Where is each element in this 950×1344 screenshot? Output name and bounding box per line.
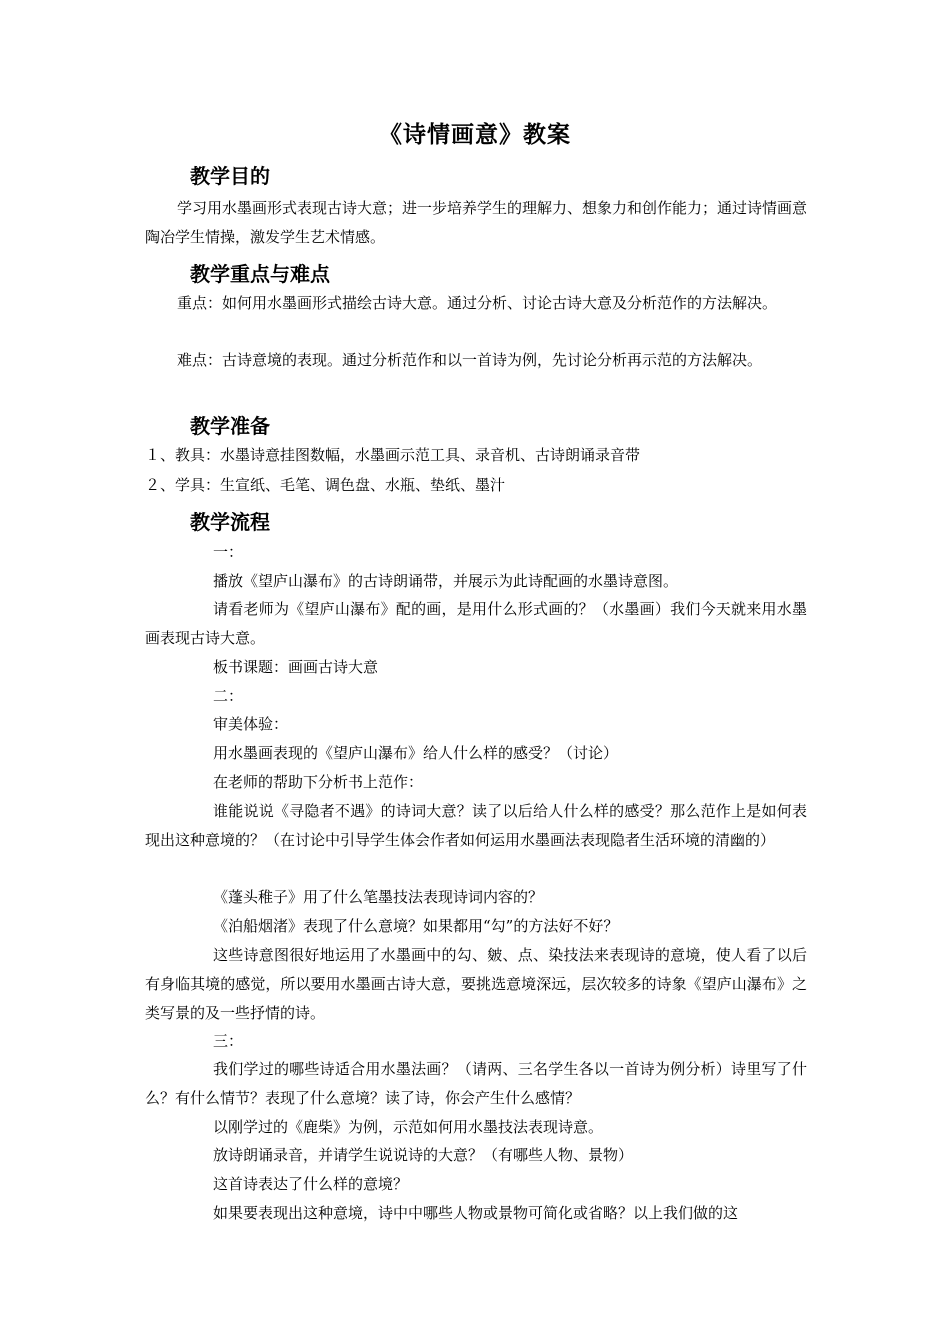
heading-focus: 教学重点与难点 [190, 262, 330, 286]
process-paragraph: 《蓬头稚子》用了什么笔墨技法表现诗词内容的？ [213, 888, 544, 906]
process-paragraph: 三： [213, 1032, 244, 1050]
process-paragraph: 这些诗意图很好地运用了水墨画中的勾、皴、点、染技法来表现诗的意境，使人看了以后有身临其境的感觉，所以要用水墨画古诗大意，要挑选意境深远，层次较多的诗象《望庐山瀑布》之类写景的及一些抒情的诗。 [145, 946, 807, 1022]
process-paragraph: 审美体验： [213, 715, 289, 733]
process-paragraph: 板书课题：画画古诗大意 [213, 658, 379, 676]
process-paragraph: 放诗朗诵录音，并请学生说说诗的大意？（有哪些人物、景物） [213, 1146, 634, 1164]
preparation-item-teacher-tools: １、教具：水墨诗意挂图数幅，水墨画示范工具、录音机、古诗朗诵录音带 [145, 446, 641, 464]
process-paragraph: 《泊船烟渚》表现了什么意境？如果都用“勾”的方法好不好？ [213, 917, 619, 935]
process-paragraph: 我们学过的哪些诗适合用水墨法画？（请两、三名学生各以一首诗为例分析）诗里写了什么？有什么情节？表现了什么意境？读了诗，你会产生什么感情？ [145, 1060, 807, 1107]
process-paragraph: 一： [213, 543, 244, 561]
process-paragraph: 播放《望庐山瀑布》的古诗朗诵带，并展示为此诗配画的水墨诗意图。 [213, 572, 679, 590]
process-paragraph: 谁能说说《寻隐者不遇》的诗词大意？读了以后给人什么样的感受？那么范作上是如何表现出这种意境的？（在讨论中引导学生体会作者如何运用水墨画法表现隐者生活环境的清幽的） [145, 802, 807, 849]
heading-preparation: 教学准备 [190, 414, 270, 438]
preparation-item-student-tools: ２、学具：生宣纸、毛笔、调色盘、水瓶、垫纸、墨汁 [145, 476, 506, 494]
process-paragraph: 以刚学过的《鹿柴》为例，示范如何用水墨技法表现诗意。 [213, 1118, 604, 1136]
objective-paragraph: 学习用水墨画形式表现古诗大意；进一步培养学生的理解力、想象力和创作能力；通过诗情画意陶冶学生情操，激发学生艺术情感。 [145, 199, 808, 246]
heading-process: 教学流程 [190, 510, 270, 534]
process-paragraph: 请看老师为《望庐山瀑布》配的画，是用什么形式画的？（水墨画）我们今天就来用水墨画表现古诗大意。 [145, 600, 807, 647]
process-paragraph: 这首诗表达了什么样的意境？ [213, 1175, 409, 1193]
process-paragraph: 用水墨画表现的《望庐山瀑布》给人什么样的感受？（讨论） [213, 744, 619, 762]
process-paragraph: 二： [213, 687, 244, 705]
key-point-paragraph: 重点：如何用水墨画形式描绘古诗大意。通过分析、讨论古诗大意及分析范作的方法解决。 [177, 294, 778, 312]
heading-objective: 教学目的 [190, 164, 270, 188]
difficulty-paragraph: 难点：古诗意境的表现。通过分析范作和以一首诗为例，先讨论分析再示范的方法解决。 [177, 351, 763, 369]
process-paragraph: 如果要表现出这种意境，诗中中哪些人物或景物可简化或省略？以上我们做的这 [213, 1204, 739, 1222]
document-title: 《诗情画意》教案 [379, 122, 571, 148]
process-paragraph: 在老师的帮助下分析书上范作： [213, 773, 424, 791]
